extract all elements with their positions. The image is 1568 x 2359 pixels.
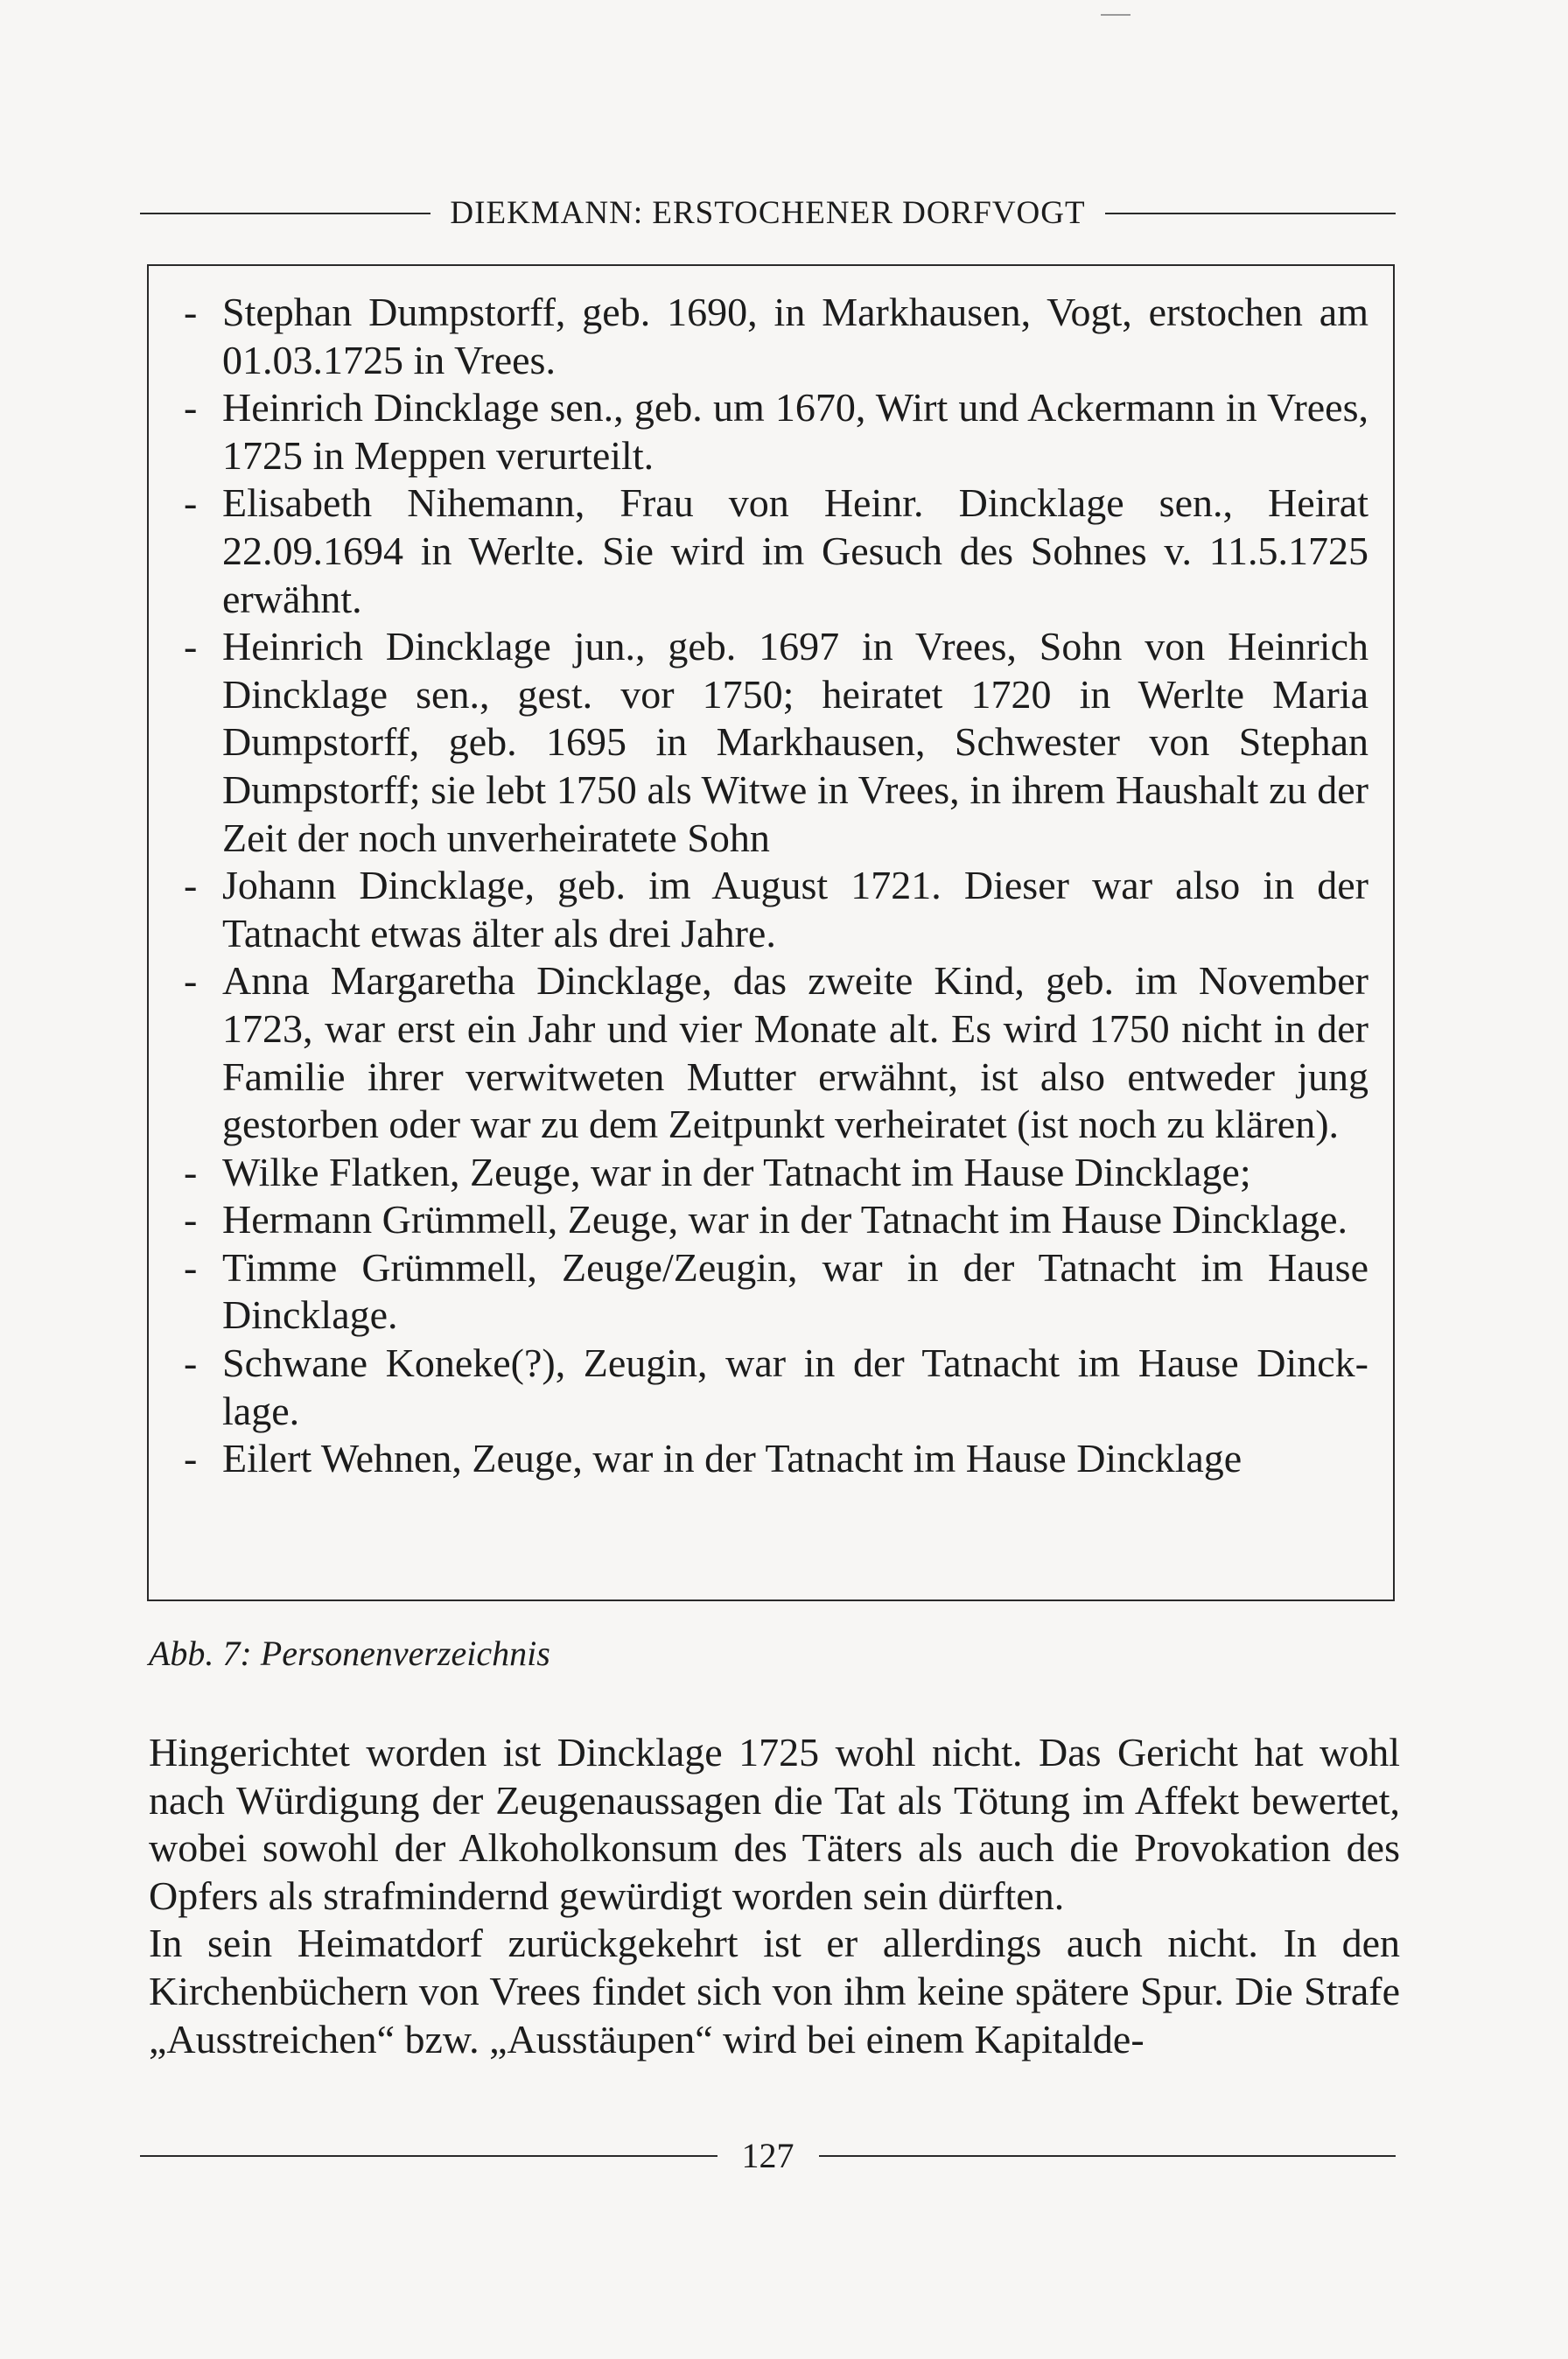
figure-caption: Abb. 7: Personenverzeichnis <box>149 1634 550 1673</box>
list-item-text: Anna Margaretha Dincklage, das zweite Kind, geb. im November 1723, war erst ein Jahr und vier Monate alt. Es wird 1750 nicht in der Familie ihrer verwitweten Mutter erwähnt, ist also entweder jung gestorben oder war zu dem Zeitpunkt verheiratet (ist noch zu klären). <box>222 958 1368 1147</box>
footer-rule-left <box>140 2155 718 2157</box>
list-item-text: Heinrich Dincklage jun., geb. 1697 in Vrees, Sohn von Heinrich Dincklage sen., gest. vor 1750; heiratet 1720 in Werlte Maria Dumpstorff, geb. 1695 in Markhausen, Schwester von Stephan Dumpstorff; sie lebt 1750 als Witwe in Vrees, in ihrem Haushalt zu der Zeit der noch unverheiratete Sohn <box>222 624 1368 860</box>
list-dash: - <box>184 385 198 430</box>
list-item <box>173 384 1368 480</box>
page-number: 127 <box>741 2136 794 2175</box>
list-dash: - <box>184 1149 198 1194</box>
list-item <box>173 1244 1368 1340</box>
list-item-text: Eilert Wehnen, Zeuge, war in der Tatnacht im Hause Dincklage <box>222 1436 1242 1481</box>
header-rule-left <box>140 213 430 214</box>
list-item <box>173 1435 1368 1483</box>
list-item <box>173 289 1368 384</box>
list-item-text: Hermann Grümmell, Zeuge, war in der Tatnacht im Hause Dincklage. <box>222 1197 1348 1242</box>
footer-rule-right <box>819 2155 1396 2157</box>
list-item <box>173 862 1368 957</box>
list-item-text: Elisabeth Nihemann, Frau von Heinr. Dincklage sen., Heirat 22.09.1694 in Werlte. Sie wird im Gesuch des Sohnes v. 11.5.1725 erwähnt. <box>222 480 1368 621</box>
list-item-text: Stephan Dumpstorff, geb. 1690, in Markhausen, Vogt, erstochen am 01.03.1725 in Vrees. <box>222 290 1368 382</box>
list-item-text: Timme Grümmell, Zeuge/Zeugin, war in der Tatnacht im Hause Dincklage. <box>222 1244 1368 1338</box>
paragraph: In sein Heimatdorf zurückgekehrt ist er allerdings auch nicht. In den Kirchenbüchern von Vrees findet sich von ihm keine spätere Spur. Die Strafe „Ausstreichen“ bzw. „Ausstäupen“ wird bei einem Kapitalde- <box>149 1921 1400 2062</box>
list-item <box>173 623 1368 862</box>
list-item <box>173 1149 1368 1197</box>
list-dash: - <box>184 290 198 334</box>
list-item <box>173 480 1368 623</box>
body-text <box>149 1729 1400 2063</box>
person-list-box <box>147 264 1395 1601</box>
page-footer <box>140 2135 1396 2176</box>
list-dash: - <box>184 1244 198 1290</box>
list-dash: - <box>184 624 198 669</box>
list-dash: - <box>184 480 198 526</box>
list-item <box>173 1340 1368 1435</box>
running-header <box>140 194 1396 232</box>
running-title: DIEKMANN: ERSTOCHENER DORFVOGT <box>450 195 1086 231</box>
list-item-text: Wilke Flatken, Zeuge, war in der Tatnacht im Hause Dincklage; <box>222 1149 1251 1194</box>
list-dash: - <box>184 1340 198 1386</box>
paragraph: Hingerichtet worden ist Dincklage 1725 wohl nicht. Das Gericht hat wohl nach Würdigung der Zeugenaussagen die Tat als Tötung im Affekt bewertet, wobei sowohl der Alkoholkonsum des Täters als auch die Provokation des Opfers als strafmindernd gewürdigt worden sein dürften. <box>149 1730 1400 1918</box>
person-list <box>173 289 1368 1483</box>
list-item <box>173 957 1368 1148</box>
list-item-text: Heinrich Dincklage sen., geb. um 1670, Wirt und Ackermann in Vrees, 1725 in Meppen verurteilt. <box>222 385 1368 478</box>
list-item <box>173 1196 1368 1244</box>
header-rule-right <box>1105 213 1396 214</box>
list-item-text: Johann Dincklage, geb. im August 1721. Dieser war also in der Tatnacht etwas älter als drei Jahre. <box>222 863 1368 956</box>
scan-mark <box>1101 14 1130 16</box>
list-dash: - <box>184 1197 198 1242</box>
list-dash: - <box>184 863 198 908</box>
list-dash: - <box>184 1436 198 1481</box>
list-item-text: Schwane Koneke(?), Zeugin, war in der Tatnacht im Hause Dinck-lage. <box>222 1340 1368 1433</box>
list-dash: - <box>184 958 198 1004</box>
